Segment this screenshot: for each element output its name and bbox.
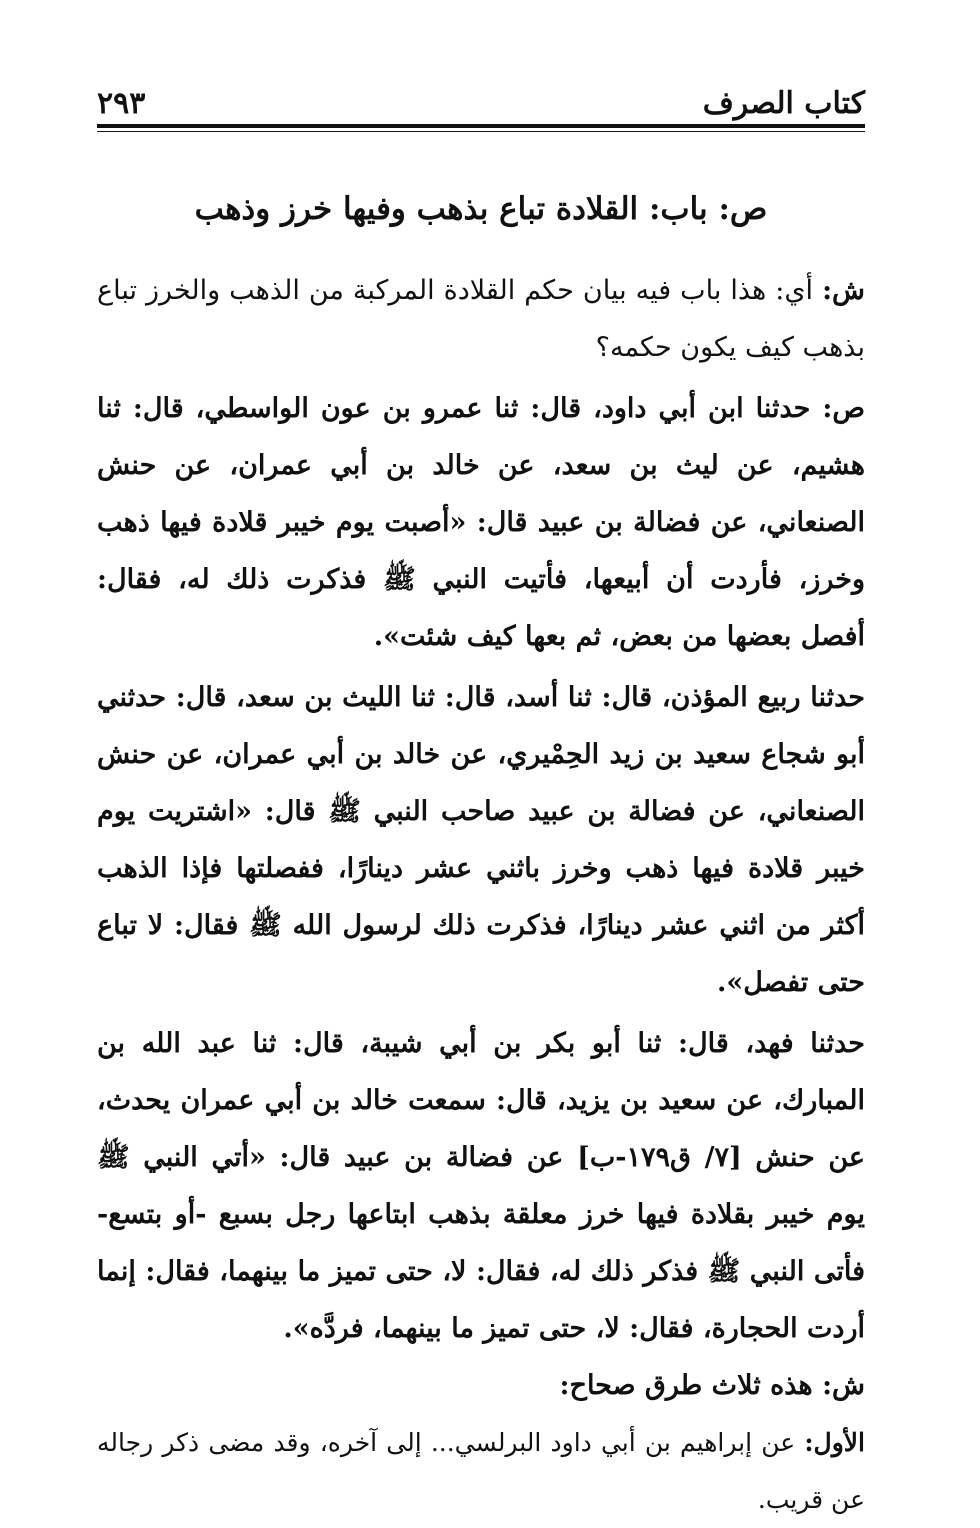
paragraph-sharh-1 — [97, 262, 865, 376]
header-rule-thick — [97, 124, 865, 128]
paragraph-label: الأول: — [804, 1428, 865, 1457]
paragraph-label: ش: — [822, 275, 865, 306]
paragraph-first-route — [97, 1414, 865, 1528]
paragraph-label: ص: — [822, 393, 865, 424]
paragraph-label: ش: — [822, 1370, 865, 1401]
paragraph-hadith-2 — [97, 669, 865, 1011]
paragraph-text: هذه ثلاث طرق صحاح: — [559, 1370, 823, 1401]
paragraph-text: عن إبراهيم بن أبي داود البرلسي... إلى آخره، وقد مضى ذكر رجاله عن قريب. — [97, 1428, 865, 1514]
paragraph-hadith-3 — [97, 1015, 865, 1357]
page-number: ٢٩٣ — [97, 86, 146, 121]
paragraph-text: حدثنا ربيع المؤذن، قال: ثنا أسد، قال: ثنا الليث بن سعد، قال: حدثني أبو شجاع سعيد بن زيد الحِمْيري، عن خالد بن أبي عمران، عن حنش الصنعاني، عن فضالة بن عبيد صاحب النبي ﷺ قال: «اشتريت يوم خيبر قلادة فيها ذهب وخرز باثني عشر دينارًا، ففصلتها فإذا الذهب أكثر من اثني عشر دينارًا، فذكرت ذلك لرسول الله ﷺ فقال: لا تباع حتى تفصل». — [97, 682, 865, 998]
paragraph-hadith-1 — [97, 380, 865, 665]
book-title: كتاب الصرف — [702, 86, 865, 121]
paragraph-text: أي: هذا باب فيه بيان حكم القلادة المركبة من الذهب والخرز تباع بذهب كيف يكون حكمه؟ — [97, 275, 865, 363]
header-rule-thin — [97, 131, 865, 132]
body-text — [97, 262, 865, 1528]
running-header — [97, 80, 865, 124]
paragraph-text: حدثنا فهد، قال: ثنا أبو بكر بن أبي شيبة، قال: ثنا عبد الله بن المبارك، عن سعيد بن يزيد، قال: سمعت خالد بن أبي عمران يحدث، عن حنش [٧/ ق١٧٩-ب] عن فضالة بن عبيد قال: «أتي النبي ﷺ يوم خيبر بقلادة فيها خرز معلقة بذهب ابتاعها رجل بسبع -أو بتسع- فأتى النبي ﷺ فذكر ذلك له، فقال: لا، حتى تميز ما بينهما، فقال: إنما أردت الحجارة، فقال: لا، حتى تميز ما بينهما، فردَّه». — [97, 1028, 865, 1344]
paragraph-text: حدثنا ابن أبي داود، قال: ثنا عمرو بن عون الواسطي، قال: ثنا هشيم، عن ليث بن سعد، عن خالد بن أبي عمران، عن حنش الصنعاني، عن فضالة بن عبيد قال: «أصبت يوم خيبر قلادة فيها ذهب وخرز، فأردت أن أبيعها، فأتيت النبي ﷺ فذكرت ذلك له، فقال: أفصل بعضها من بعض، ثم بعها كيف شئت». — [97, 393, 865, 652]
paragraph-sharh-2 — [97, 1357, 865, 1414]
chapter-title: ص: باب: القلادة تباع بذهب وفيها خرز وذهب — [194, 191, 768, 227]
